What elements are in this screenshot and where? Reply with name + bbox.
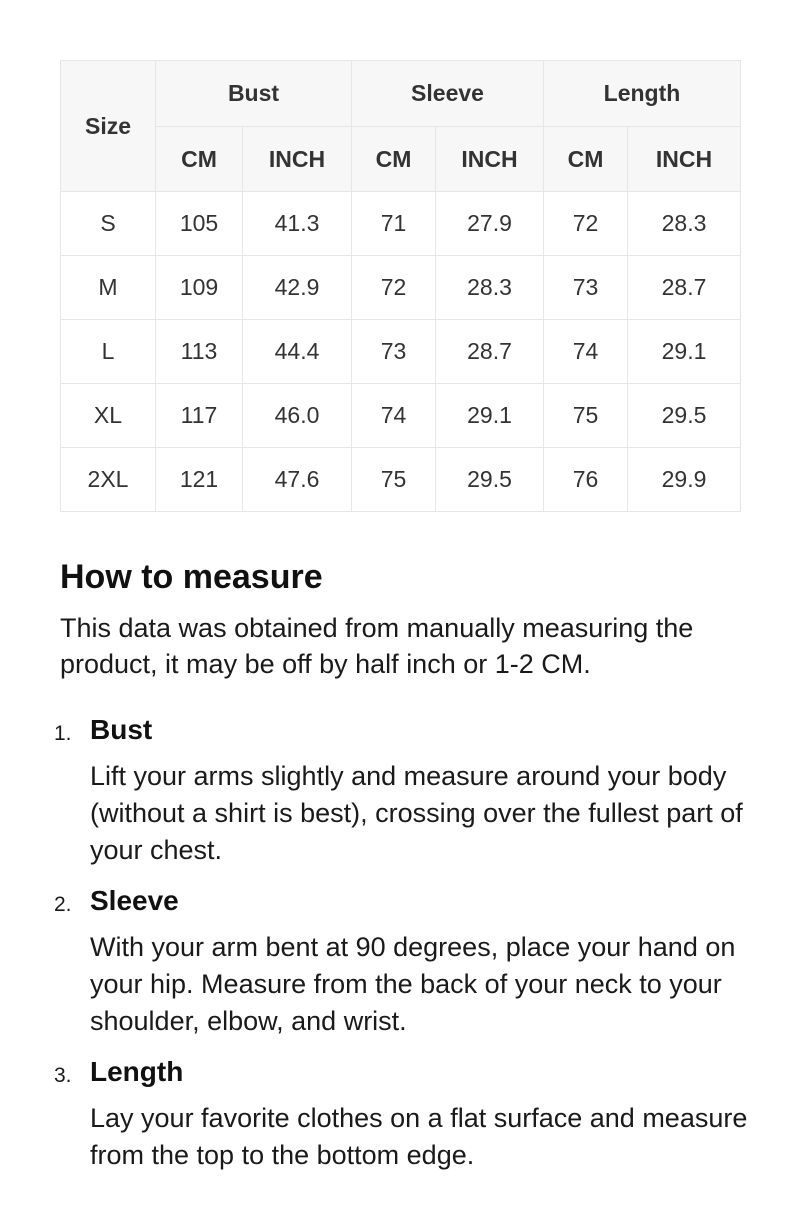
table-cell: 73: [544, 256, 628, 320]
step-number: 3.: [54, 1064, 72, 1087]
table-cell: 74: [352, 384, 436, 448]
table-cell: 42.9: [243, 256, 352, 320]
table-cell: 29.1: [436, 384, 544, 448]
table-cell: 28.7: [628, 256, 741, 320]
table-cell: 117: [156, 384, 243, 448]
step-title: Sleeve: [90, 885, 179, 916]
step-description: Lift your arms slightly and measure around your body (without a shirt is best), crossing over the fullest part of your chest.: [90, 761, 743, 865]
step-title: Length: [90, 1056, 184, 1087]
table-cell: 28.3: [436, 256, 544, 320]
table-cell: 41.3: [243, 192, 352, 256]
table-cell: 47.6: [243, 448, 352, 512]
table-row: [61, 384, 741, 448]
table-row: [61, 320, 741, 384]
unit-header: CM: [352, 127, 436, 192]
measure-step-length: [54, 1054, 750, 1174]
table-cell: 75: [352, 448, 436, 512]
table-cell: 46.0: [243, 384, 352, 448]
size-cell: M: [61, 256, 156, 320]
step-title: Bust: [90, 714, 153, 745]
table-unit-row: [61, 127, 741, 192]
table-cell: 113: [156, 320, 243, 384]
length-group-header: Length: [544, 61, 741, 127]
table-cell: 121: [156, 448, 243, 512]
table-cell: 105: [156, 192, 243, 256]
measure-step-bust: [54, 712, 750, 869]
table-header-row: [61, 61, 741, 127]
table-cell: 75: [544, 384, 628, 448]
step-number: 1.: [54, 722, 72, 745]
table-cell: 74: [544, 320, 628, 384]
unit-header: INCH: [436, 127, 544, 192]
table-cell: 73: [352, 320, 436, 384]
size-column-header: Size: [61, 61, 156, 192]
table-cell: 28.3: [628, 192, 741, 256]
table-row: [61, 256, 741, 320]
table-cell: 29.5: [436, 448, 544, 512]
table-cell: 71: [352, 192, 436, 256]
table-cell: 72: [544, 192, 628, 256]
table-cell: 76: [544, 448, 628, 512]
table-cell: 72: [352, 256, 436, 320]
size-cell: XL: [61, 384, 156, 448]
size-chart-table: [60, 60, 741, 512]
table-cell: 28.7: [436, 320, 544, 384]
size-cell: S: [61, 192, 156, 256]
intro-text: This data was obtained from manually measuring the product, it may be off by half inch or 1-2 CM.: [60, 613, 694, 679]
bust-group-header: Bust: [156, 61, 352, 127]
table-cell: 27.9: [436, 192, 544, 256]
how-to-measure-section: [54, 554, 750, 1188]
section-title: How to measure: [60, 558, 323, 596]
table-row: [61, 192, 741, 256]
size-cell: 2XL: [61, 448, 156, 512]
unit-header: CM: [156, 127, 243, 192]
table-cell: 44.4: [243, 320, 352, 384]
table-cell: 29.1: [628, 320, 741, 384]
unit-header: INCH: [243, 127, 352, 192]
measure-steps-list: [54, 712, 750, 1174]
unit-header: CM: [544, 127, 628, 192]
unit-header: INCH: [628, 127, 741, 192]
sleeve-group-header: Sleeve: [352, 61, 544, 127]
table-cell: 29.9: [628, 448, 741, 512]
table-row: [61, 448, 741, 512]
step-number: 2.: [54, 893, 72, 916]
measure-step-sleeve: [54, 883, 750, 1040]
step-description: Lay your favorite clothes on a flat surface and measure from the top to the bottom edge.: [90, 1103, 748, 1170]
table-cell: 109: [156, 256, 243, 320]
size-cell: L: [61, 320, 156, 384]
step-description: With your arm bent at 90 degrees, place your hand on your hip. Measure from the back of your neck to your shoulder, elbow, and wrist.: [90, 932, 736, 1036]
table-cell: 29.5: [628, 384, 741, 448]
